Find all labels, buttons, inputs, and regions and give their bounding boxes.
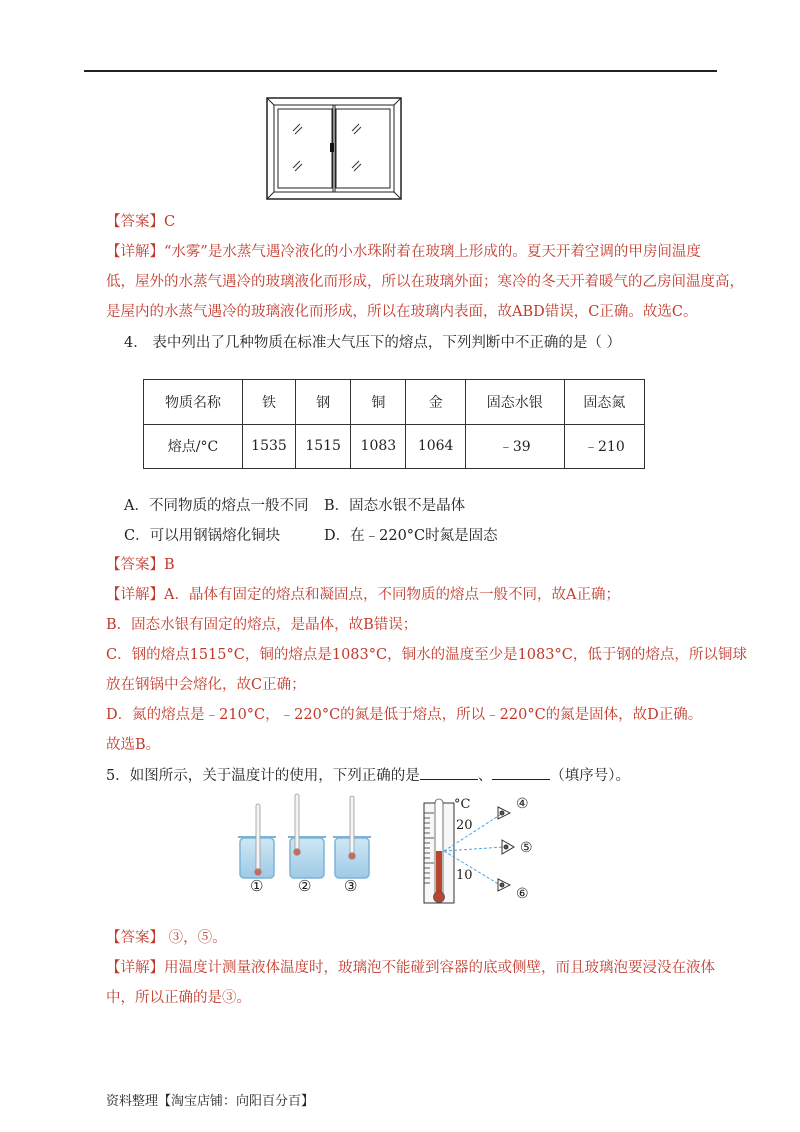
q4-option-d: D．在﹣220°C时氮是固态 xyxy=(324,528,498,544)
q3-detail-line1: 【详解】“水雾”是水蒸气遇冷液化的小水珠附着在玻璃上形成的。夏天开着空调的甲房间温度 xyxy=(106,244,701,260)
beaker-label-2: ② xyxy=(298,877,312,895)
thermometer-tick-10: 10 xyxy=(456,868,473,883)
beaker-label-3: ③ xyxy=(344,877,358,895)
table-cell: 熔点/°C xyxy=(144,424,243,469)
q3-detail-line3: 是屋内的水蒸气遇冷的玻璃液化而形成，所以在玻璃内表面，故ABD错误，C正确。故选C。 xyxy=(106,304,698,320)
q4-answer: 【答案】B xyxy=(106,557,175,573)
eye-icon xyxy=(502,840,514,854)
table-cell: 铁 xyxy=(242,380,295,425)
eye-label-6: ⑥ xyxy=(516,886,529,902)
table-cell: 钢 xyxy=(296,380,351,425)
table-cell: 金 xyxy=(406,380,465,425)
answer-blank-1[interactable] xyxy=(420,765,478,780)
q4-detail-d: D．氮的熔点是﹣210°C，﹣220°C的氮是低于熔点，所以﹣220°C的氮是固体，故D正确。 xyxy=(106,707,703,723)
beaker-label-1: ① xyxy=(250,877,264,895)
q4-detail-a: 【详解】A．晶体有固定的熔点和凝固点，不同物质的熔点一般不同，故A正确； xyxy=(106,587,620,603)
table-cell: 1064 xyxy=(406,424,465,469)
q5-question-suffix: （填序号）。 xyxy=(550,768,630,784)
q5-answer xyxy=(106,928,227,948)
eye-label-4: ④ xyxy=(516,796,529,812)
melting-point-table xyxy=(143,379,645,469)
q5-detail-line2: 中，所以正确的是③。 xyxy=(106,990,251,1006)
q5-answer-value: ③，⑤。 xyxy=(164,930,227,946)
header-rule xyxy=(84,70,717,72)
q5-detail-line1: 【详解】用温度计测量液体温度时，玻璃泡不能碰到容器的底或侧壁，而且玻璃泡要浸没在液体 xyxy=(106,960,715,976)
table-row xyxy=(144,424,645,469)
table-cell: ﹣39 xyxy=(465,424,564,469)
table-header-row xyxy=(144,380,645,425)
window-figure xyxy=(266,97,402,200)
q5-separator: 、 xyxy=(477,768,493,784)
table-cell: 1535 xyxy=(242,424,295,469)
beaker-2 xyxy=(288,794,326,878)
q4-option-a: A．不同物质的熔点一般不同 xyxy=(124,498,309,514)
table-cell: 固态氮 xyxy=(564,380,644,425)
q3-detail-line2: 低，屋外的水蒸气遇冷的玻璃液化而形成，所以在玻璃外面；寒冷的冬天开着暖气的乙房间温度高， xyxy=(106,274,744,290)
q4-detail-b: B．固态水银有固定的熔点，是晶体，故B错误； xyxy=(106,617,418,633)
eye-icon xyxy=(498,879,510,891)
table-cell: 铜 xyxy=(351,380,406,425)
beaker-1 xyxy=(238,804,276,878)
q4-conclusion: 故选B。 xyxy=(106,737,161,753)
q4-option-b: B．固态水银不是晶体 xyxy=(324,498,466,514)
table-cell: 物质名称 xyxy=(144,380,243,425)
q4-question: 4． 表中列出了几种物质在标准大气压下的熔点，下列判断中不正确的是（ ） xyxy=(124,335,621,351)
footer-credit: 资料整理【淘宝店铺：向阳百分百】 xyxy=(106,1094,315,1109)
q5-answer-tag: 【答案】 xyxy=(106,930,164,946)
q4-option-c: C．可以用钢锅熔化铜块 xyxy=(124,528,281,544)
answer-blank-2[interactable] xyxy=(492,765,550,780)
beaker-3 xyxy=(333,796,371,878)
q5-question-text: 5．如图所示，关于温度计的使用，下列正确的是 xyxy=(106,768,420,784)
q5-question xyxy=(106,765,630,786)
table-cell: 固态水银 xyxy=(465,380,564,425)
q3-answer: 【答案】C xyxy=(106,214,176,230)
eye-icon xyxy=(498,807,510,819)
q4-detail-c1: C．钢的熔点1515°C，铜的熔点是1083°C，铜水的温度至少是1083°C，低于钢的熔点，所以铜球 xyxy=(106,647,747,663)
thermometer-unit: °C xyxy=(454,797,471,812)
eye-label-5: ⑤ xyxy=(520,840,533,856)
q4-detail-c2: 放在钢锅中会熔化，故C正确； xyxy=(106,677,306,693)
table-cell: 1515 xyxy=(296,424,351,469)
table-cell: 1083 xyxy=(351,424,406,469)
table-cell: ﹣210 xyxy=(564,424,644,469)
thermometer-tick-20: 20 xyxy=(456,818,473,833)
